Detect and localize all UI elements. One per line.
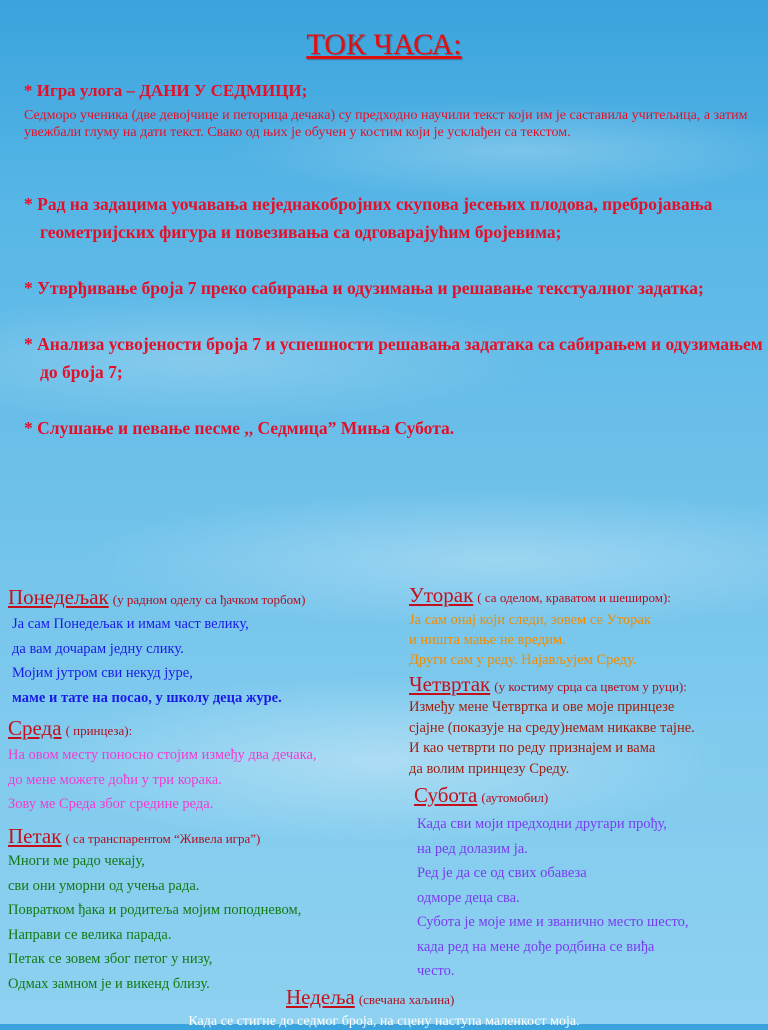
- day-name: Петак: [8, 824, 62, 848]
- day-costume: ( са транспарентом “Живела игра”): [65, 831, 261, 846]
- verse-line: Други сам у реду. Најављујем Среду.: [409, 652, 637, 668]
- verse-line: на ред долазим ја.: [417, 840, 528, 857]
- verse-line: Зову ме Среда због средине реда.: [8, 796, 214, 812]
- day-costume: ( принцеза):: [65, 723, 133, 738]
- day-name: Уторак: [409, 583, 474, 607]
- day-saturday: [414, 783, 688, 984]
- verse-line: и ништа мање не вредим.: [409, 632, 566, 648]
- verse-line: Између мене Четвртка и ове моје принцезе: [409, 699, 675, 715]
- day-name: Понедељак: [8, 585, 109, 609]
- verse-line: Субота је моје име и званично место шесто,: [417, 914, 689, 930]
- day-tuesday: [409, 583, 671, 670]
- verse-line: сви они уморни од учења рада.: [8, 877, 200, 894]
- day-name: Среда: [8, 716, 62, 740]
- verse-line: Повратком ђака и родитеља мојим поподневом,: [8, 902, 302, 918]
- verse-line: Када сви моји предходни другари прођу,: [417, 816, 667, 832]
- day-costume: (свечана хаљина): [358, 992, 455, 1007]
- verse-line: И као четврти по реду признајем и вама: [409, 740, 656, 756]
- intro-heading: * Игра улога – ДАНИ У СЕДМИЦИ;: [24, 81, 308, 100]
- verse-line: Ја сам Понедељак и имам част велику,: [12, 616, 249, 632]
- activity-item: * Анализа усвојености броја 7 и успешности решавања задатака са сабирањем и одузимањем до броја 7;: [24, 334, 763, 382]
- activity-item: * Слушање и певање песме ,, Седмица” Миња Субота.: [24, 418, 455, 438]
- day-name: Субота: [414, 783, 478, 807]
- verse-line: када ред на мене дође родбина се виђа: [417, 938, 655, 955]
- activity-list: [24, 190, 768, 442]
- day-costume: (у костиму срца са цветом у руци):: [494, 679, 687, 694]
- day-costume: (аутомобил): [481, 790, 549, 805]
- verse-line: Мојим јутром сви некуд јуре,: [12, 665, 193, 681]
- day-costume: ( са оделом, краватом и шеширом):: [477, 590, 671, 605]
- verse-line: сјајне (показује на среду)немам никакве тајне.: [409, 719, 695, 736]
- verse-line: Када се стигне до седмог броја, на сцену наступа маленкост моја.: [188, 1014, 580, 1029]
- verse-line: На овом месту поносно стојим између два дечака,: [8, 747, 317, 763]
- day-monday: [8, 585, 305, 710]
- day-costume: (у радном оделу са ђачком торбом): [112, 592, 306, 607]
- verse-line: Многи ме радо чекају,: [8, 853, 145, 869]
- day-sunday: [286, 985, 454, 1010]
- verse-line: Ја сам онај који следи, зовем се Уторак: [409, 612, 651, 628]
- day-name: Четвртак: [409, 672, 491, 696]
- activity-item: * Рад на задацима уочавања неједнакобројних скупова јесењих плодова, пребројавања геометријских фигура и повезивања са одговарајућим бројевима;: [24, 194, 713, 242]
- verse-line: до мене можете доћи у три корака.: [8, 771, 222, 788]
- day-thursday: [409, 672, 695, 779]
- verse-line: маме и тате на посао, у школу деца журе.: [12, 689, 282, 706]
- verse-line: да волим принцезу Среду.: [409, 760, 570, 777]
- verse-line: да вам дочарам једну слику.: [12, 640, 184, 657]
- verse-line: Направи се велика парада.: [8, 926, 172, 943]
- verse-line: Одмах замном је и викенд близу.: [8, 975, 210, 992]
- intro-text: Седморо ученика (две девојчице и петорица дечака) су предходно научили текст који им је саставила учитељица, а затим увежбали глуму на дати текст. Свако од њих је обучен у костим који је усклађен са текстом.: [24, 108, 748, 140]
- day-friday: [8, 824, 301, 996]
- verse-line: одморе деца сва.: [417, 889, 520, 906]
- activity-item: * Утврђивање броја 7 преко сабирања и одузимања и решавање текстуалног задатка;: [24, 278, 704, 298]
- day-name: Недеља: [286, 985, 355, 1009]
- verse-line: Ред је да се од свих обавеза: [417, 865, 587, 881]
- day-wednesday: [8, 716, 317, 817]
- page-title: ТОК ЧАСА:: [306, 28, 462, 61]
- verse-line: Петак се зовем због петог у низу,: [8, 951, 213, 967]
- verse-line: често.: [417, 963, 455, 979]
